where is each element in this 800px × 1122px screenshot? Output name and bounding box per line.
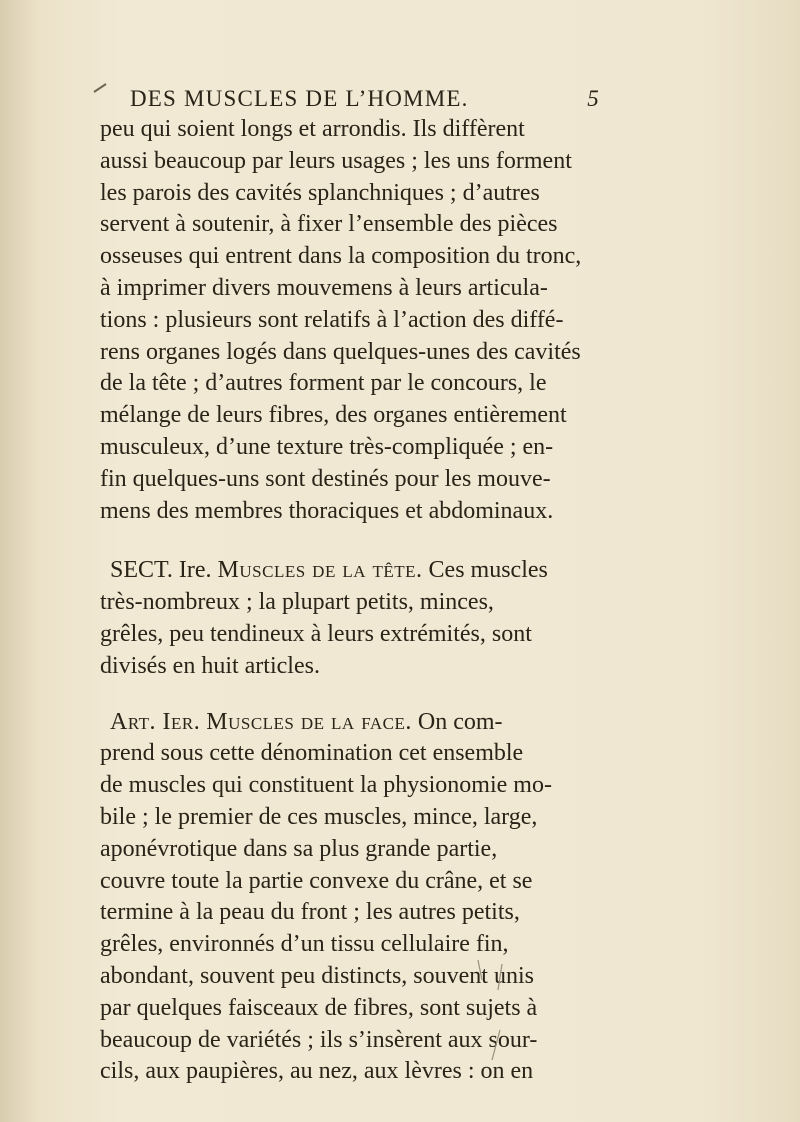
- text-line: aussi beaucoup par leurs usages ; les uns forment: [100, 147, 572, 174]
- page-number: 5: [587, 86, 600, 111]
- article-heading-rest: On com-: [411, 708, 503, 735]
- text-line: rens organes logés dans quelques-unes des cavités: [100, 338, 581, 365]
- text-line: de la tête ; d’autres forment par le concours, le: [100, 370, 547, 397]
- text-line: beaucoup de variétés ; ils s’insèrent aux sour-: [100, 1026, 538, 1053]
- text-line: grêles, peu tendineux à leurs extrémités, sont: [100, 620, 532, 647]
- section-label: SECT. Ire.: [110, 557, 212, 584]
- text-line: servent à soutenir, à fixer l’ensemble des pièces: [100, 211, 558, 238]
- text-line: osseuses qui entrent dans la composition du tronc,: [100, 243, 582, 270]
- article-paragraph: [100, 707, 665, 1089]
- text-line: cils, aux paupières, au nez, aux lèvres : on en: [100, 1058, 534, 1085]
- text-line: très-nombreux ; la plupart petits, minces,: [100, 589, 494, 616]
- text-line: tions : plusieurs sont relatifs à l’action des diffé-: [100, 306, 564, 333]
- text-line: abondant, souvent peu distincts, souvent unis: [100, 962, 534, 989]
- text-line: mens des membres thoraciques et abdominaux.: [100, 497, 554, 524]
- text-line: termine à la peau du front ; les autres petits,: [100, 899, 520, 926]
- text-line: prend sous cette dénomination cet ensemble: [100, 740, 524, 767]
- pencil-mark-bottom: [470, 950, 510, 1070]
- paragraph-intro: [100, 114, 665, 527]
- text-line: peu qui soient longs et arrondis. Ils diffèrent: [100, 116, 525, 142]
- text-line: par quelques faisceaux de fibres, sont sujets à: [100, 994, 538, 1021]
- article-label: Art. Ier.: [110, 708, 201, 735]
- text-line: mélange de leurs fibres, des organes entièrement: [100, 402, 567, 429]
- text-line: bile ; le premier de ces muscles, mince, large,: [100, 803, 538, 830]
- running-title: DES MUSCLES DE L’HOMME.: [130, 86, 469, 111]
- text-line: grêles, environnés d’un tissu cellulaire fin,: [100, 931, 509, 958]
- text-line: musculeux, d’une texture très-compliquée ; en-: [100, 433, 554, 460]
- text-line: aponévrotique dans sa plus grande partie,: [100, 835, 498, 862]
- text-line: divisés en huit articles.: [100, 652, 320, 679]
- text-line: fin quelques-uns sont destinés pour les mouve-: [100, 465, 551, 492]
- text-line: de muscles qui constituent la physionomie mo-: [100, 772, 552, 799]
- text-line: les parois des cavités splanchniques ; d’autres: [100, 179, 540, 206]
- section-heading: Muscles de la tête.: [217, 557, 423, 584]
- section-paragraph: [100, 555, 665, 682]
- text-line: à imprimer divers mouvemens à leurs articula-: [100, 274, 548, 301]
- body-text: [100, 114, 665, 1088]
- section-heading-rest: Ces muscles: [422, 557, 548, 584]
- article-heading: Muscles de la face.: [206, 708, 412, 735]
- section-heading-line: [100, 555, 665, 587]
- text-line: couvre toute la partie convexe du crâne, et se: [100, 867, 533, 894]
- article-heading-line: [100, 707, 665, 739]
- pencil-mark-top: [92, 78, 110, 96]
